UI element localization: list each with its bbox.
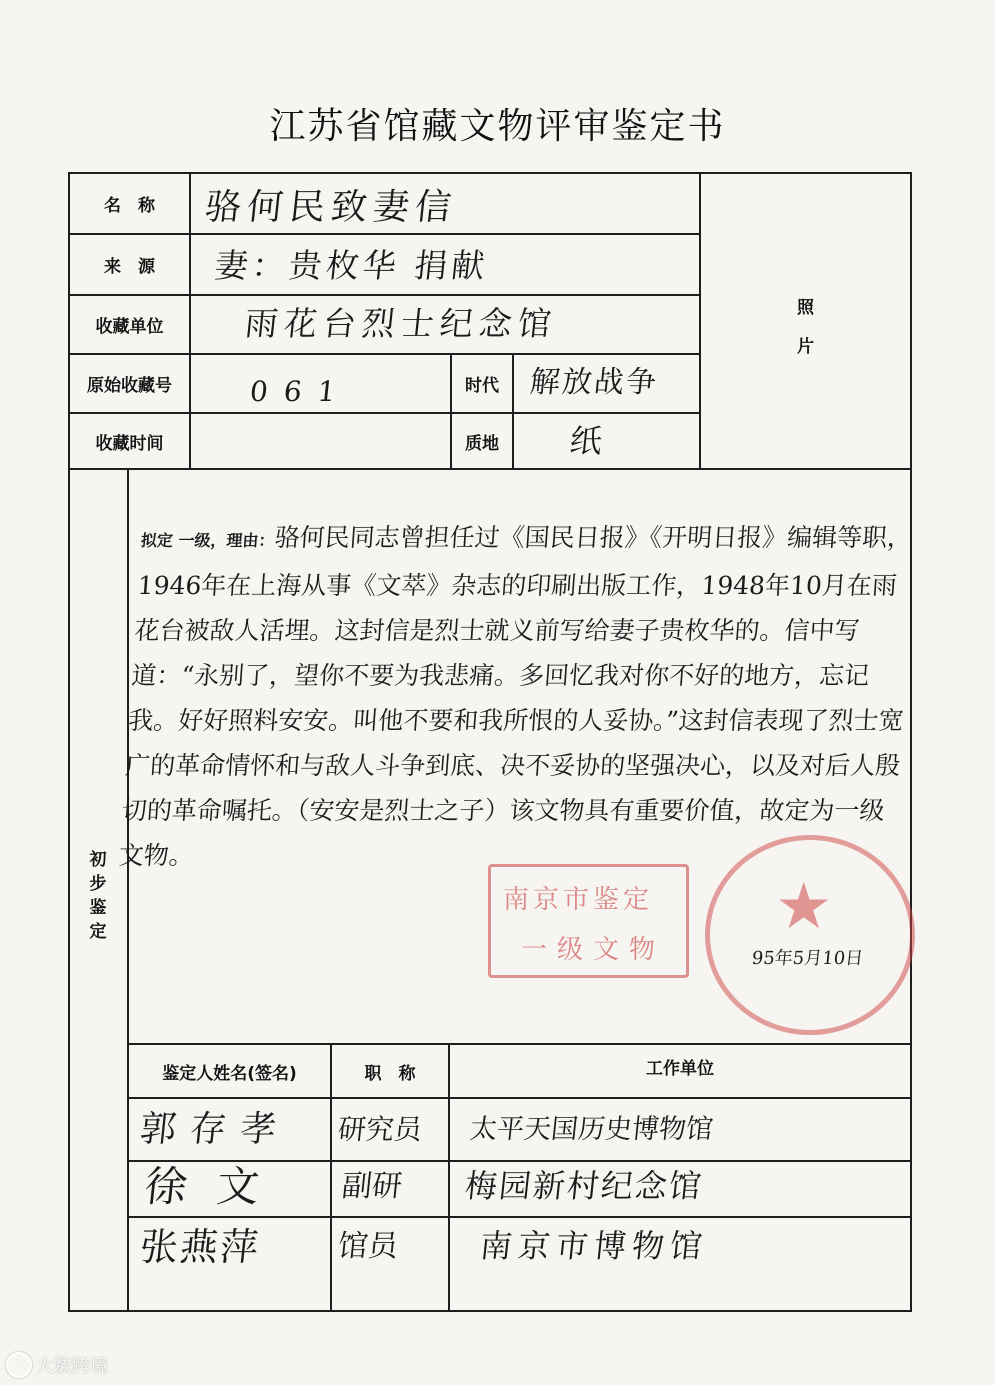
source-label: 来 源 bbox=[104, 257, 155, 277]
document-title: 江苏省馆藏文物评审鉴定书 bbox=[269, 106, 726, 147]
source-value: 妻：贵枚华 捐献 bbox=[212, 246, 491, 285]
frame-right bbox=[910, 172, 912, 1312]
appraiser-unit: 梅园新村纪念馆 bbox=[463, 1167, 706, 1205]
era-label-right bbox=[512, 353, 514, 469]
era-value: 解放战争 bbox=[528, 365, 660, 400]
appraiser-title-header: 职 称 bbox=[364, 1063, 416, 1084]
appraiser-unit: 南京市博物馆 bbox=[478, 1227, 711, 1265]
appraiser-title: 副研 bbox=[340, 1169, 404, 1204]
appraisal-grade-lead: 拟定 一级，理由： bbox=[140, 531, 276, 550]
prelim-side-divider bbox=[127, 468, 129, 1312]
watermark bbox=[6, 1352, 108, 1378]
appraiser-title: 研究员 bbox=[336, 1113, 424, 1146]
appraiser-name: 张燕萍 bbox=[137, 1225, 263, 1269]
appraisers-row-divider bbox=[127, 1216, 912, 1218]
appraisers-header-bottom bbox=[127, 1097, 912, 1099]
photo-label-char: 照 bbox=[797, 298, 814, 318]
photo-label-char: 片 bbox=[797, 337, 814, 357]
seal-star-icon: ★ bbox=[775, 870, 833, 944]
original-number-label: 原始收藏号 bbox=[87, 376, 172, 396]
original-number-value: 061 bbox=[248, 375, 354, 408]
material-label: 质地 bbox=[465, 433, 499, 454]
photo-label bbox=[701, 290, 910, 360]
appraiser-name: 郭存孝 bbox=[137, 1109, 293, 1150]
stamp-line-1: 南京市鉴定 bbox=[503, 885, 654, 915]
appraisal-reason-text: 骆何民同志曾担任过《国民日报》《开明日报》编辑等职，1946年在上海从事《文萃》杂志的印刷出版工作，1948年10月在雨花台被敌人活埋。这封信是烈士就义前写给妻子贵枚华的。信中写道：“永别了，望你不要为我悲痛。多回忆我对你不好的地方，忘记我。好好照料安安。叫他不要和我所恨的人妥协。”这封信表现了烈士宽广的革命情怀和与敌人斗争到底、决不妥协的坚强决心，以及对后人殷切的革命嘱托。（安安是烈士之子）该文物具有重要价值，故定为一级文物。 bbox=[117, 523, 914, 870]
appraisal-reason bbox=[117, 515, 922, 878]
prelim-side-label: 初 步 鉴 定 bbox=[89, 850, 107, 942]
name-value: 骆何民致妻信 bbox=[202, 187, 460, 228]
watermark-text: 大数跨境 bbox=[36, 1356, 108, 1377]
appraiser-name-header: 鉴定人姓名(签名) bbox=[162, 1063, 297, 1084]
appraiser-title: 馆员 bbox=[336, 1229, 400, 1264]
appraisal-date: 95年5月10日 bbox=[750, 948, 865, 969]
frame-bottom bbox=[68, 1310, 912, 1312]
material-value: 纸 bbox=[568, 422, 605, 460]
name-label: 名 称 bbox=[104, 196, 155, 216]
label-column-divider bbox=[189, 172, 191, 469]
collection-unit-value: 雨花台烈士纪念馆 bbox=[242, 304, 560, 343]
frame-top bbox=[68, 172, 912, 174]
stamp-line-2: 一级文物 bbox=[521, 935, 666, 965]
appraiser-unit-header: 工作单位 bbox=[646, 1058, 714, 1079]
watermark-logo-icon bbox=[6, 1352, 32, 1378]
appraiser-name: 徐文 bbox=[142, 1162, 292, 1211]
row-divider bbox=[68, 468, 912, 470]
collection-unit-label: 收藏单位 bbox=[95, 317, 164, 337]
collection-time-label: 收藏时间 bbox=[95, 433, 164, 454]
appraisal-stamp bbox=[488, 864, 689, 978]
era-label: 时代 bbox=[465, 376, 499, 396]
appraiser-unit: 太平天国历史博物馆 bbox=[468, 1114, 715, 1145]
